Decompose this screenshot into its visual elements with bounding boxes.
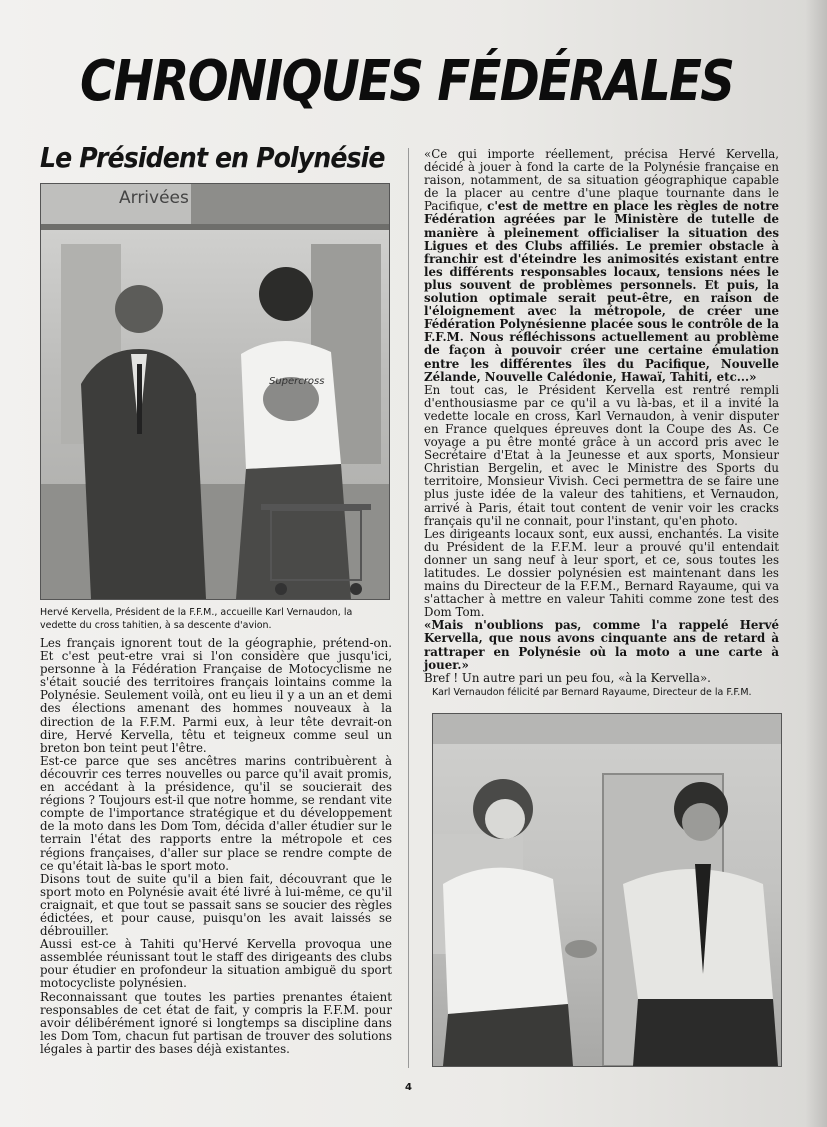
quote-paragraph — [424, 148, 779, 384]
quote-intro: «Ce qui importe réellement, précisa Hervé Kervella, décidé à jouer à fond la carte de la Polynésie française en raison, notamment, de sa situation géographique capable de la placer au centre d'une plaque tournante dans le Pacifique, — [424, 147, 779, 214]
handshake-photo-illustration — [433, 714, 781, 1066]
paragraph: Disons tout de suite qu'il a bien fait, découvrant que le sport moto en Polynésie avait été livré à lui-même, ce qu'il craignait, et que tout se passait sans se soucier des règles édictées, et pour cause, puisqu'on les avait laissés se débrouiller. — [40, 871, 392, 939]
paragraph: Les français ignorent tout de la géographie, prétend-on. Et c'est peut-etre vrai si l'on considère que jusqu'ici, personne à la Fédération Française de Motocyclisme ne s'était soucié des territoires français lointains comme la Polynésie. Seulement voilà, ont eu lieu il y a un an et demi des élections amenant des hommes nouveaux à la direction de la F.F.M. Parmi eux, à leur tête devrait-on dire, Hervé Kervella, têtu et teigneux comme seul un breton bon teint peut l'être. — [40, 636, 392, 755]
quote-paragraph: «Mais n'oublions pas, comme l'a rappelé Hervé Kervella, que nous avons cinquante ans de retard à rattraper en Polynésie où la moto a une carte à jouer.» — [424, 618, 779, 672]
article-title: Le Président en Polynésie — [40, 141, 385, 174]
arrival-photo — [40, 183, 390, 600]
page-number: 4 — [405, 1082, 412, 1093]
paragraph: Est-ce parce que ses ancêtres marins contribuèrent à découvrir ces terres nouvelles ou parce qu'il avait promis, en accédant à la présidence, qu'il se soucierait des régions ? Toujours est-il que notre homme, se rendant vite compte de l'importance stratégique et du développement de la moto dans les Dom Tom, décida d'aller étudier sur le terrain l'état des rapports entre la métropole et ces régions françaises, d'aller sur place se rendre compte de ce qu'était là-bas le sport moto. — [40, 753, 392, 873]
page-edge-shadow — [805, 0, 827, 1127]
arrival-photo-illustration — [41, 184, 389, 599]
paragraph: Les dirigeants locaux sont, eux aussi, enchantés. La visite du Président de la F.F.M. leur a prouvé qu'il entendait donner un sang neuf à leur sport, et ce, sous toutes les latitudes. Le dossier polynésien est maintenant dans les mains du Directeur de la F.F.M., Bernard Rayaume, qui va s'attacher à mettre en valeur Tahiti comme zone test des Dom Tom. — [424, 526, 779, 620]
column-divider — [408, 148, 409, 1068]
arrivals-sign: Arrivées — [119, 188, 189, 208]
handshake-photo — [432, 713, 782, 1067]
page-title: CHRONIQUES FÉDÉRALES — [80, 49, 734, 114]
right-article-column — [424, 148, 779, 685]
paragraph: En tout cas, le Président Kervella est rentré rempli d'enthousiasme par ce qu'il a vu là-bas, et il a invité la vedette locale en cross, Karl Vernaudon, à venir disputer en France quelques épreuves dont la Coupe des As. Ce voyage a pu être monté grâce à un accord pris avec le Secrétaire d'Etat à la Jeunesse et aux sports, Monsieur Christian Bergelin, et avec le Ministre des Sports du territoire, Monsieur Vivish. Ceci permettra de se faire une plus juste idée de la valeur des tahitiens, et Vernaudon, arrivé à Paris, était tout content de venir voir les cracks français qu'il ne connait, pour l'instant, qu'en photo. — [424, 382, 779, 528]
paragraph: Reconnaissant que toutes les parties prenantes étaient responsables de cet état de fait, y compris la F.F.M. pour avoir délibérément ignoré si longtemps sa discipline dans les Dom Tom, chacun fut partisan de trouver des solutions légales à partir des bases déjà existantes. — [40, 989, 392, 1056]
handshake-photo-caption: Karl Vernaudon félicité par Bernard Rayaume, Directeur de la F.F.M. — [432, 687, 752, 698]
left-article-column — [40, 637, 392, 1056]
paragraph: Aussi est-ce à Tahiti qu'Hervé Kervella provoqua une assemblée réunissant tout le staff des dirigeants des clubs pour étudier en profondeur la situation ambiguë du sport motocycliste polynésien. — [40, 937, 392, 991]
paragraph: Bref ! Un autre pari un peu fou, «à la Kervella». — [424, 670, 711, 685]
arrival-photo-caption: Hervé Kervella, Président de la F.F.M., accueille Karl Vernaudon, la vedette du cross tahitien, à sa descente d'avion. — [40, 607, 353, 631]
quote-bold: c'est de mettre en place les règles de notre Fédération agréées par le Ministère de tutelle de manière à pleinement officialiser la situation des Ligues et des Clubs affiliés. Le premier obstacle à franchir est d'éteindre les animosités existant entre les différents responsables locaux, tensions nées le plus souvent de problèmes personnels. Et puis, la solution optimale serait peut-être, en raison de l'éloignement avec la métropole, de créer une Fédération Polynésienne placée sous le contrôle de la F.F.M. Nous réfléchissons actuellement au problème de façon à pouvoir créer une certaine émulation entre les différentes îles du Pacifique, Nouvelle Zélande, Nouvelle Calédonie, Hawaï, Tahiti, etc...» — [424, 199, 779, 384]
shirt-print: Supercross — [269, 376, 325, 387]
